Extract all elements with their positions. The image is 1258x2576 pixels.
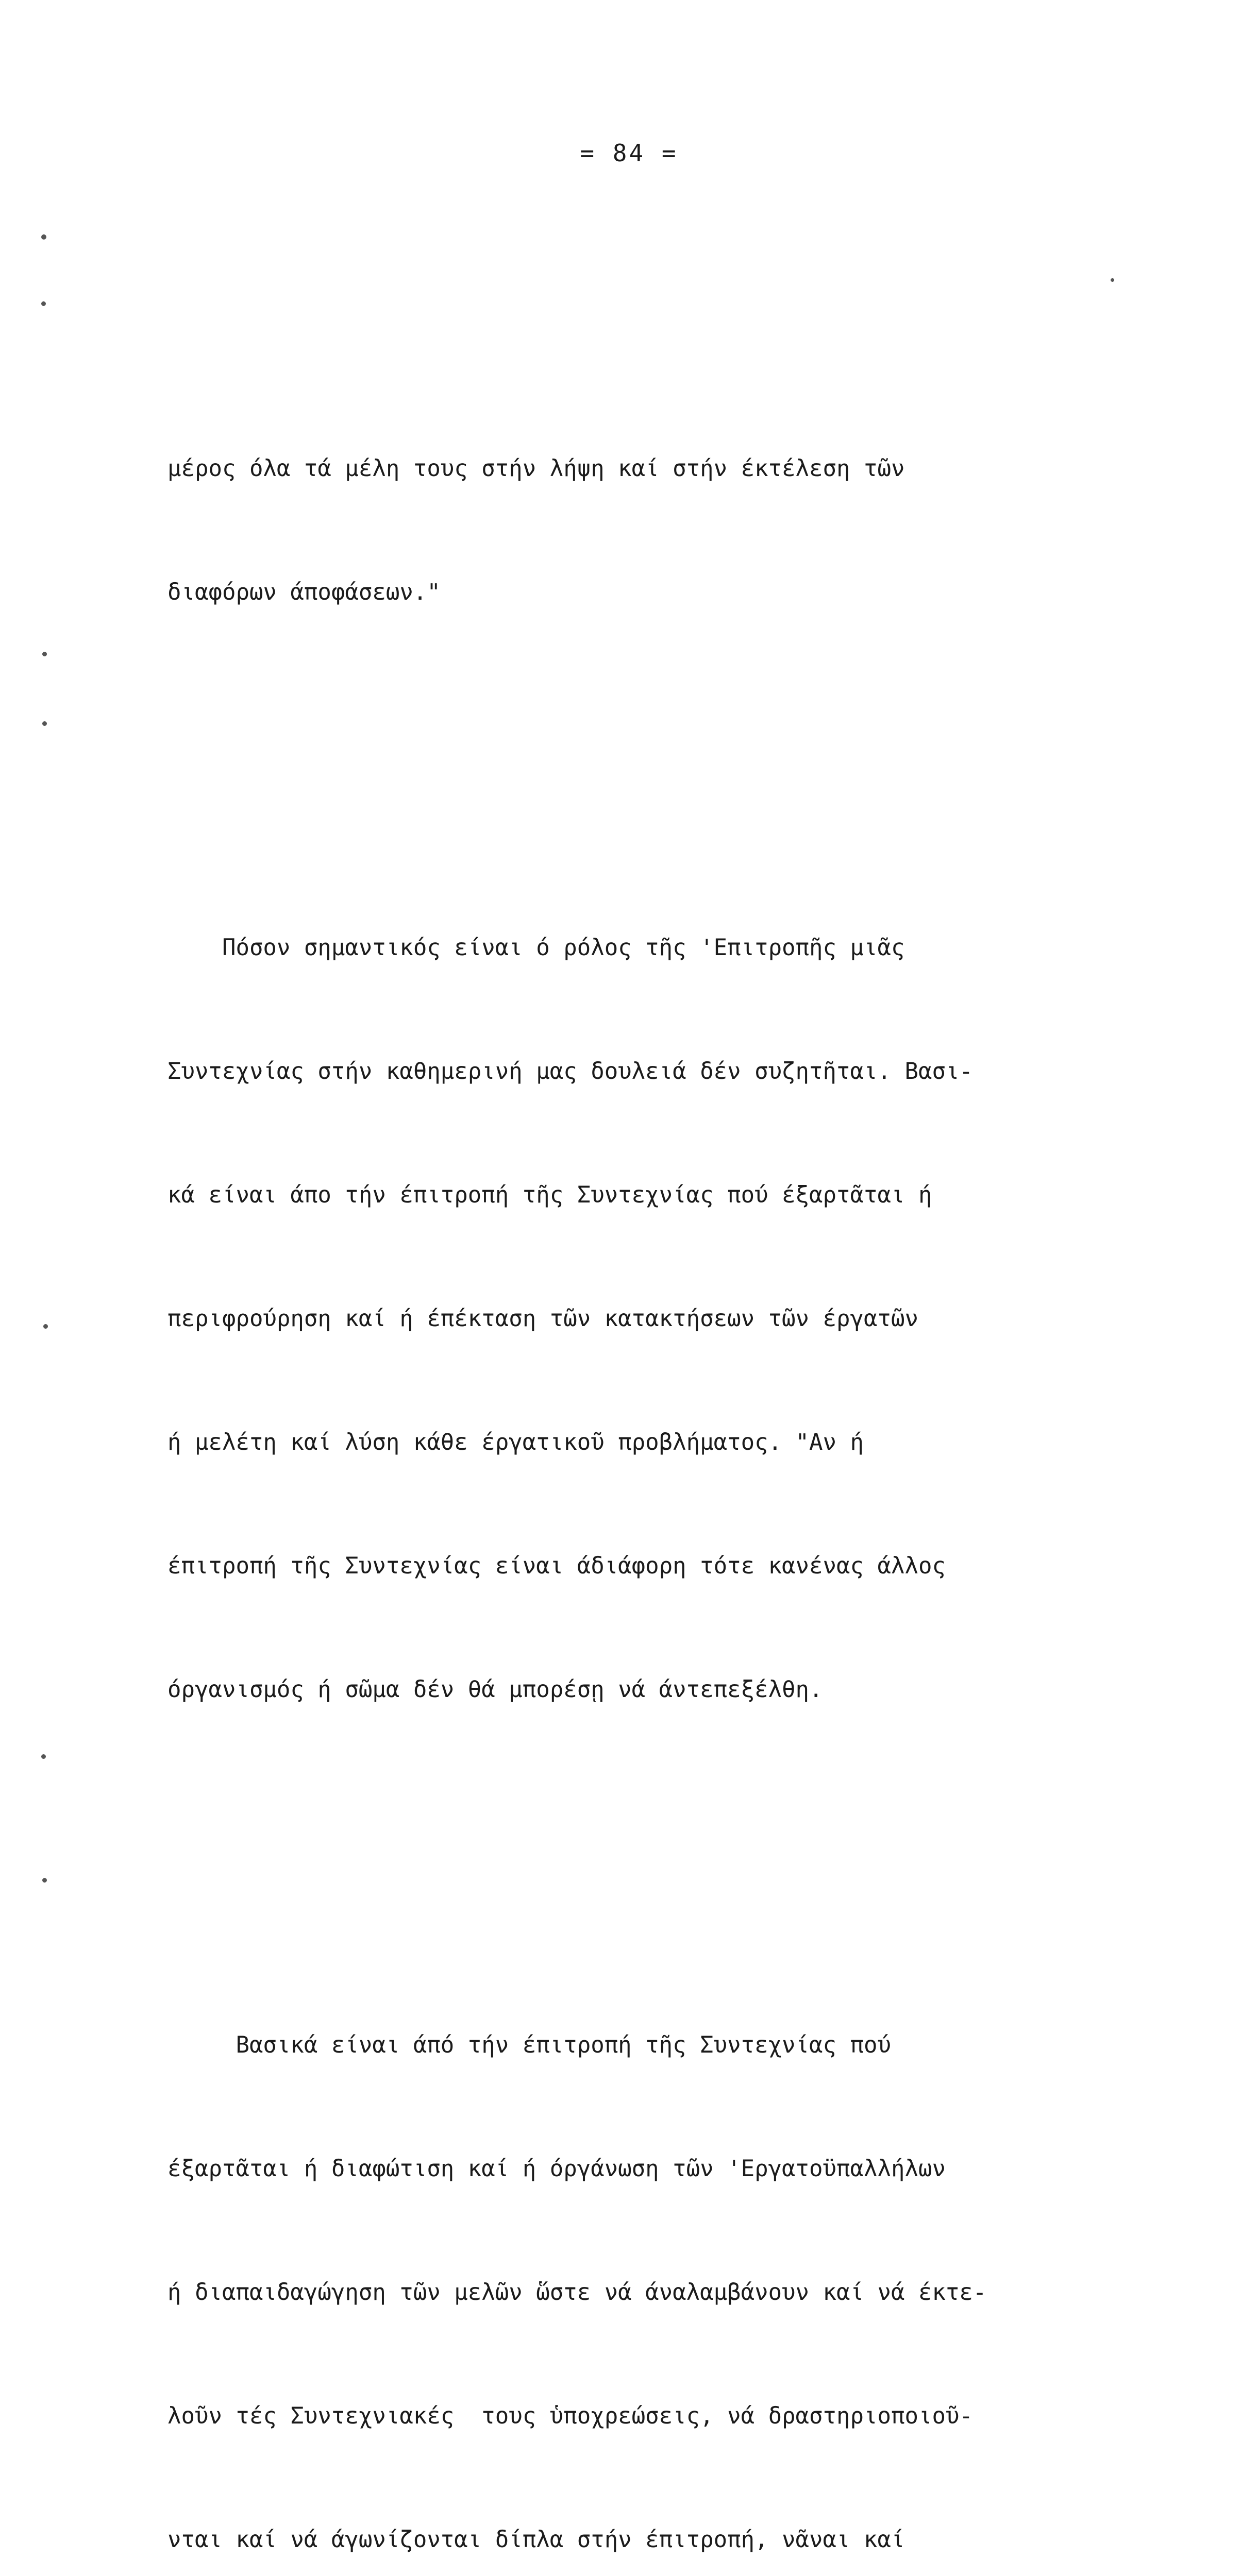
text-line: περιφρούρηση καί ή έπέκταση τῶν κατακτήσεων τῶν έργατῶν (167, 1306, 918, 1332)
paragraph-3 (167, 1942, 1147, 2576)
scan-speck (41, 301, 46, 306)
body-text (167, 242, 1147, 2576)
scan-speck (42, 721, 47, 726)
text-line: μέρος όλα τά μέλη τους στήν λήψη καί στήν έκτέλεση τῶν (167, 455, 905, 482)
text-line: λοῦν τές Συντεχνιακές τους ὑποχρεώσεις, νά δραστηριοποιοῦ- (167, 2403, 973, 2429)
text-line: ή μελέτη καί λύση κάθε έργατικοῦ προβλήματος. "Αν ή (167, 1429, 864, 1455)
text-line: έπιτροπή τῆς Συντεχνίας είναι άδιάφορη τότε κανένας άλλος (167, 1553, 946, 1579)
scan-speck (1111, 278, 1114, 282)
text-line: Βασικά είναι άπό τήν έπιτροπή τῆς Συντεχνίας πού (167, 2032, 891, 2058)
scan-speck (41, 1754, 46, 1759)
scan-speck (41, 234, 46, 240)
text-line: ή διαπαιδαγώγηση τῶν μελῶν ὥστε νά άναλαμβάνουν καί νά έκτε- (167, 2279, 987, 2306)
paragraph-2 (167, 845, 1147, 1793)
paragraph-1 (167, 366, 1147, 696)
text-line: κά είναι άπο τήν έπιτροπή τῆς Συντεχνίας πού έξαρτᾶται ή (167, 1182, 932, 1208)
text-line: Πόσον σημαντικός είναι ό ρόλος τῆς 'Επιτροπῆς μιᾶς (167, 935, 905, 961)
scan-speck (42, 652, 47, 656)
text-line: νται καί νά άγωνίζονται δίπλα στήν έπιτροπή, νᾶναι καί (167, 2527, 905, 2553)
text-line: όργανισμός ή σῶμα δέν θά μπορέσῃ νά άντεπεξέλθη. (167, 1676, 823, 1703)
text-line: διαφόρων άποφάσεων." (167, 579, 441, 605)
text-line: Συντεχνίας στήν καθημερινή μας δουλειά δέν συζητῆται. Βασι- (167, 1058, 973, 1084)
page-number: = 84 = (580, 139, 678, 167)
text-line: έξαρτᾶται ή διαφώτιση καί ή όργάνωση τῶν 'Εργατοϋπαλλήλων (167, 2156, 946, 2182)
scan-speck (42, 1878, 47, 1883)
scan-speck (43, 1324, 48, 1329)
